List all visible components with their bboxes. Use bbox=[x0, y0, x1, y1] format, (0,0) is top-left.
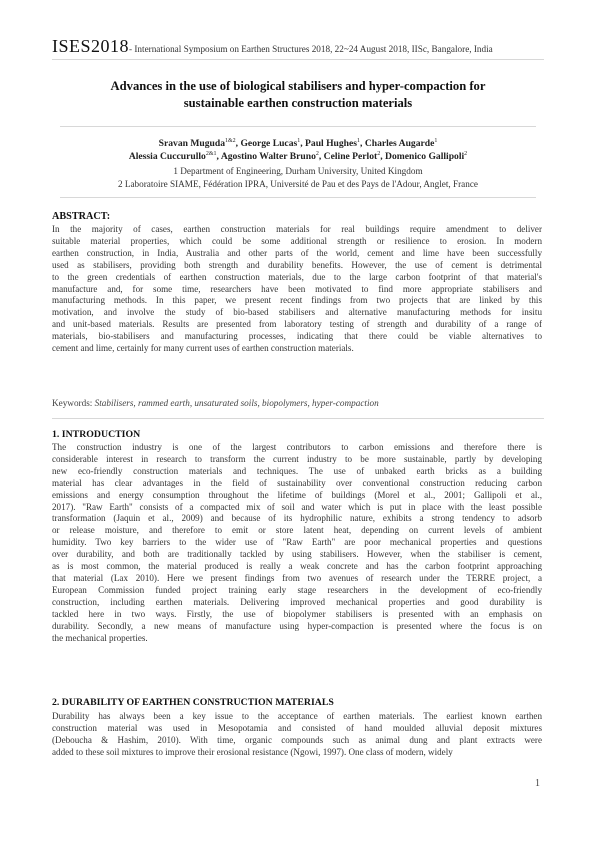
author-list bbox=[40, 137, 556, 163]
text-line: construction material was used in Mesopotamia and consisted of hand moulded alluvial deposit mixtures bbox=[52, 722, 542, 733]
text-line: Durability has always been a key issue to the acceptance of earthen materials. The earliest known earthen bbox=[52, 711, 542, 721]
section-1-heading: 1. INTRODUCTION bbox=[52, 429, 141, 440]
section-2-heading: 2. DURABILITY OF EARTHEN CONSTRUCTION MATERIALS bbox=[52, 697, 334, 708]
author-line-2: Alessia Cuccurullo$^{2\&1}$, Agostino Walter Bruno$^2$, Celine Perlot$^2$, Domenico Gallipoli$^2$ bbox=[128, 150, 468, 162]
affiliation-rule bbox=[60, 197, 536, 198]
text-line: over durability, and both are traditionally tackled by using stabilisers. However, when the stabiliser is cement, bbox=[52, 549, 542, 560]
text-line: construction, including earthen materials. Delivering improved mechanical properties and good durability is bbox=[52, 596, 542, 607]
abstract-heading: ABSTRACT: bbox=[52, 211, 111, 222]
author-affiliation-mark: 2 bbox=[315, 150, 319, 157]
author-name: Celine Perlot bbox=[323, 151, 378, 162]
author-affiliation-mark: 2&1 bbox=[205, 150, 217, 157]
text-line: humidity. Two key barriers to the wider use of "Raw Earth" are poor mechanical properties and questions bbox=[52, 537, 542, 548]
header-rule bbox=[52, 59, 544, 60]
author-affiliation-mark: 2 bbox=[464, 150, 468, 157]
text-line: new eco-friendly construction materials and techniques. The use of unbaked earth bricks as a building bbox=[52, 465, 542, 476]
keywords-rule bbox=[52, 418, 544, 419]
text-line: added to these soil mixtures to improve their erosional resistance (Ngowi, 1997). One class of modern, widely bbox=[52, 746, 453, 757]
title-rule bbox=[60, 126, 536, 127]
text-line: 2017). "Raw Earth" consists of a compacted mix of soil and water which is put in place with the least possible bbox=[52, 501, 542, 512]
text-line: considerable interest in research to transform the current industry to be more sustainable, partly by developing bbox=[52, 453, 542, 464]
text-line: suitable material properties, which could be some additional strength or resilience to erosion. In modern bbox=[52, 235, 542, 246]
text-line: In the majority of cases, earthen construction materials for real buildings require amendment to deliver bbox=[52, 224, 542, 234]
author-affiliation-mark: 1 bbox=[297, 137, 301, 144]
text-line: manufacturing methods. In this paper, we present recent findings from two projects that are linked by this bbox=[52, 295, 542, 306]
conference-logo: ISES2018 bbox=[52, 36, 130, 56]
abstract-body bbox=[52, 224, 542, 355]
text-line: used as stabilisers, providing both strength and durability benefits. However, the use of cement is detrimental bbox=[52, 259, 542, 270]
text-line: or release moisture, and therefore to emit or store latent heat, depending on current levels of ambient bbox=[52, 525, 542, 536]
text-line: the mechanical properties. bbox=[52, 632, 148, 643]
text-line: emissions and energy consumption throughout the lifetime of buildings (Morel et al., 2001; Gallipoli et al., bbox=[52, 489, 542, 500]
keywords bbox=[52, 398, 379, 408]
author-affiliation-mark: 1&2 bbox=[225, 137, 236, 144]
section-2-body bbox=[52, 711, 542, 759]
text-line: motivation, and involve the study of bio-based stabilisers and alternative manufacturing methods for insitu bbox=[52, 307, 542, 318]
text-line: transformation (Jaquin et al., 2009) and because of its hydrophilic nature, exhibits a strong tendency to adsorb bbox=[52, 513, 542, 524]
author-name: Agostino Walter Bruno bbox=[220, 151, 316, 162]
author-line-1: Sravan Muguda$^{1\&2}$, George Lucas$^1$, Paul Hughes$^1$, Charles Augarde$^1$ bbox=[158, 137, 438, 149]
text-line: and unit-based materials. Results are presented from laboratory testing of strength and durability of a range of bbox=[52, 319, 542, 330]
author-name: Charles Augarde bbox=[364, 138, 435, 149]
section-1-body bbox=[52, 442, 542, 644]
title-line-1: Advances in the use of biological stabilisers and hyper-compaction for bbox=[110, 79, 486, 93]
author-affiliation-mark: 1 bbox=[434, 137, 438, 144]
text-line: that material (Lax 2010). Here we present findings from two avenues of research under the TERRE project, a bbox=[52, 572, 542, 583]
conference-header bbox=[52, 36, 552, 56]
author-name: Paul Hughes bbox=[305, 138, 358, 149]
affiliation-2: 2 Laboratoire SIAME, Fédération IPRA, Université de Pau et des Pays de l'Adour, Anglet, France bbox=[117, 179, 479, 189]
text-line: (Deboucha & Hashim, 2010). With time, organic compounds such as animal dung and plant extracts were bbox=[52, 734, 542, 745]
conference-name: - International Symposium on Earthen Structures 2018, 22~24 August 2018, IISc, Bangalore, India bbox=[129, 44, 493, 54]
text-line: to the green credentials of earthen construction materials, due to the large carbon footprint of that material's bbox=[52, 271, 542, 282]
text-line: durability. Secondly, a new means of manufacture using hyper-compaction is presented where the focus is on bbox=[52, 620, 542, 631]
author-name: George Lucas bbox=[240, 138, 298, 149]
affiliation-1: 1 Department of Engineering, Durham University, United Kingdom bbox=[173, 166, 423, 176]
text-line: material has clear advantages in the field of sustainability over conventional construction reducing carbon bbox=[52, 477, 542, 488]
text-line: The construction industry is one of the largest contributors to carbon emissions and therefore there is bbox=[52, 442, 542, 452]
text-line: materials, bio-stabilisers and manufacturing processes, indicating that there could be viable alternatives to bbox=[52, 331, 542, 342]
text-line: earthen construction, in India, Australia and other parts of the world, cement and lime have been successfully bbox=[52, 247, 542, 258]
keywords-label: Keywords: bbox=[52, 398, 93, 408]
paper-title bbox=[60, 78, 536, 112]
text-line: manufacture and, for some time, researchers have been motivated to find more appropriate stabilisers and bbox=[52, 283, 542, 294]
title-line-2: sustainable earthen construction materials bbox=[183, 96, 413, 110]
text-line: tackled here in two ways. Firstly, the use of biopolymer stabilisers is presented with an emphasis on bbox=[52, 608, 542, 619]
text-line: as is most common, the material produced is really a weak concrete and has the carbon footprint approaching bbox=[52, 561, 542, 572]
author-name: Domenico Gallipoli bbox=[385, 151, 465, 162]
author-name: Sravan Muguda bbox=[158, 138, 225, 149]
text-line: cement and lime, certainly for many current uses of earthen construction materials. bbox=[52, 343, 354, 354]
affiliations bbox=[40, 165, 556, 191]
author-name: Alessia Cuccurullo bbox=[128, 151, 206, 162]
author-affiliation-mark: 2 bbox=[377, 150, 381, 157]
author-affiliation-mark: 1 bbox=[357, 137, 361, 144]
text-line: European Commission funded project training early stage researchers in the development of eco-friendly bbox=[52, 584, 542, 595]
keywords-items: Stabilisers, rammed earth, unsaturated soils, biopolymers, hyper-compaction bbox=[94, 398, 379, 408]
page-number: 1 bbox=[535, 778, 540, 789]
